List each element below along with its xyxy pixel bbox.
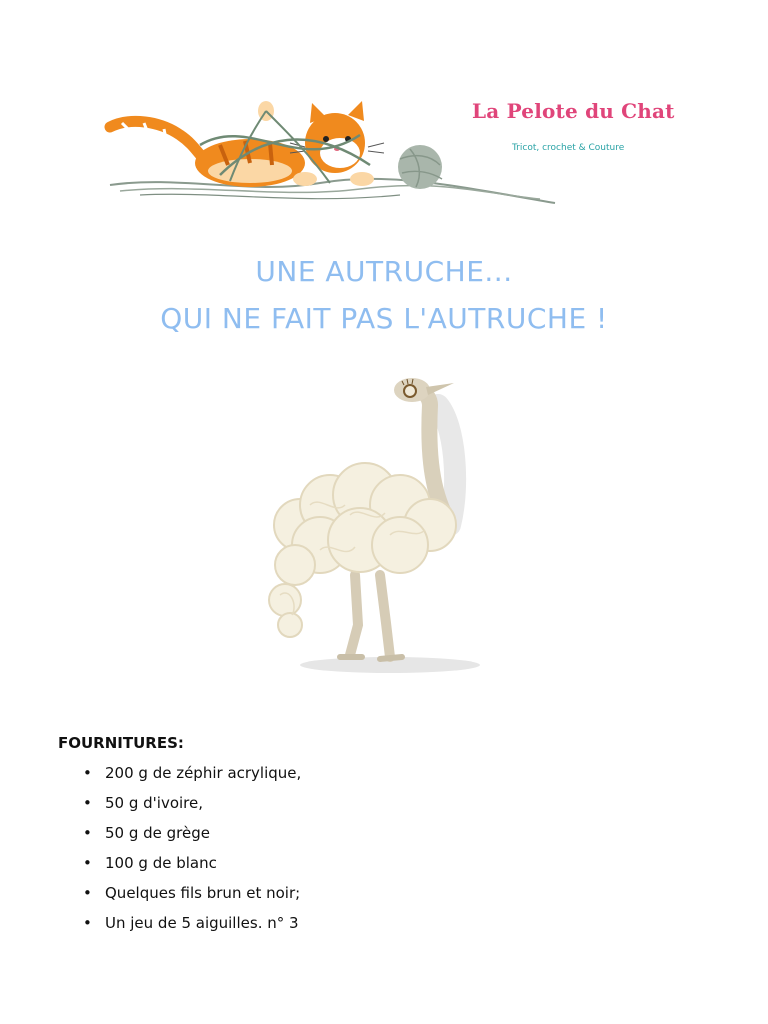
supplies-section xyxy=(58,734,301,938)
list-item xyxy=(58,818,301,848)
bullet: • xyxy=(83,884,92,902)
site-header xyxy=(100,95,675,215)
supplies-list xyxy=(58,758,301,938)
list-item-text: Un jeu de 5 aiguilles. n° 3 xyxy=(105,914,299,932)
list-item xyxy=(58,758,301,788)
supplies-heading: FOURNITURES: xyxy=(58,734,184,752)
bullet: • xyxy=(83,764,92,782)
list-item-text: 200 g de zéphir acrylique, xyxy=(105,764,302,782)
title-line-2: QUI NE FAIT PAS L'AUTRUCHE ! xyxy=(160,302,608,335)
bullet: • xyxy=(83,914,92,932)
title-line-1: UNE AUTRUCHE... xyxy=(255,255,513,288)
bullet: • xyxy=(83,854,92,872)
list-item xyxy=(58,878,301,908)
brand-name: La Pelote du Chat xyxy=(472,99,675,123)
list-item-text: 100 g de blanc xyxy=(105,854,217,872)
list-item-text: 50 g de grège xyxy=(105,824,210,842)
list-item xyxy=(58,908,301,938)
list-item xyxy=(58,788,301,818)
brand-tagline: Tricot, crochet & Couture xyxy=(512,143,625,153)
page-title xyxy=(0,248,768,342)
list-item xyxy=(58,848,301,878)
list-item-text: 50 g d'ivoire, xyxy=(105,794,204,812)
list-item-text: Quelques fils brun et noir; xyxy=(105,884,301,902)
bullet: • xyxy=(83,824,92,842)
bullet: • xyxy=(83,794,92,812)
knitted-ostrich-photo xyxy=(240,365,500,685)
